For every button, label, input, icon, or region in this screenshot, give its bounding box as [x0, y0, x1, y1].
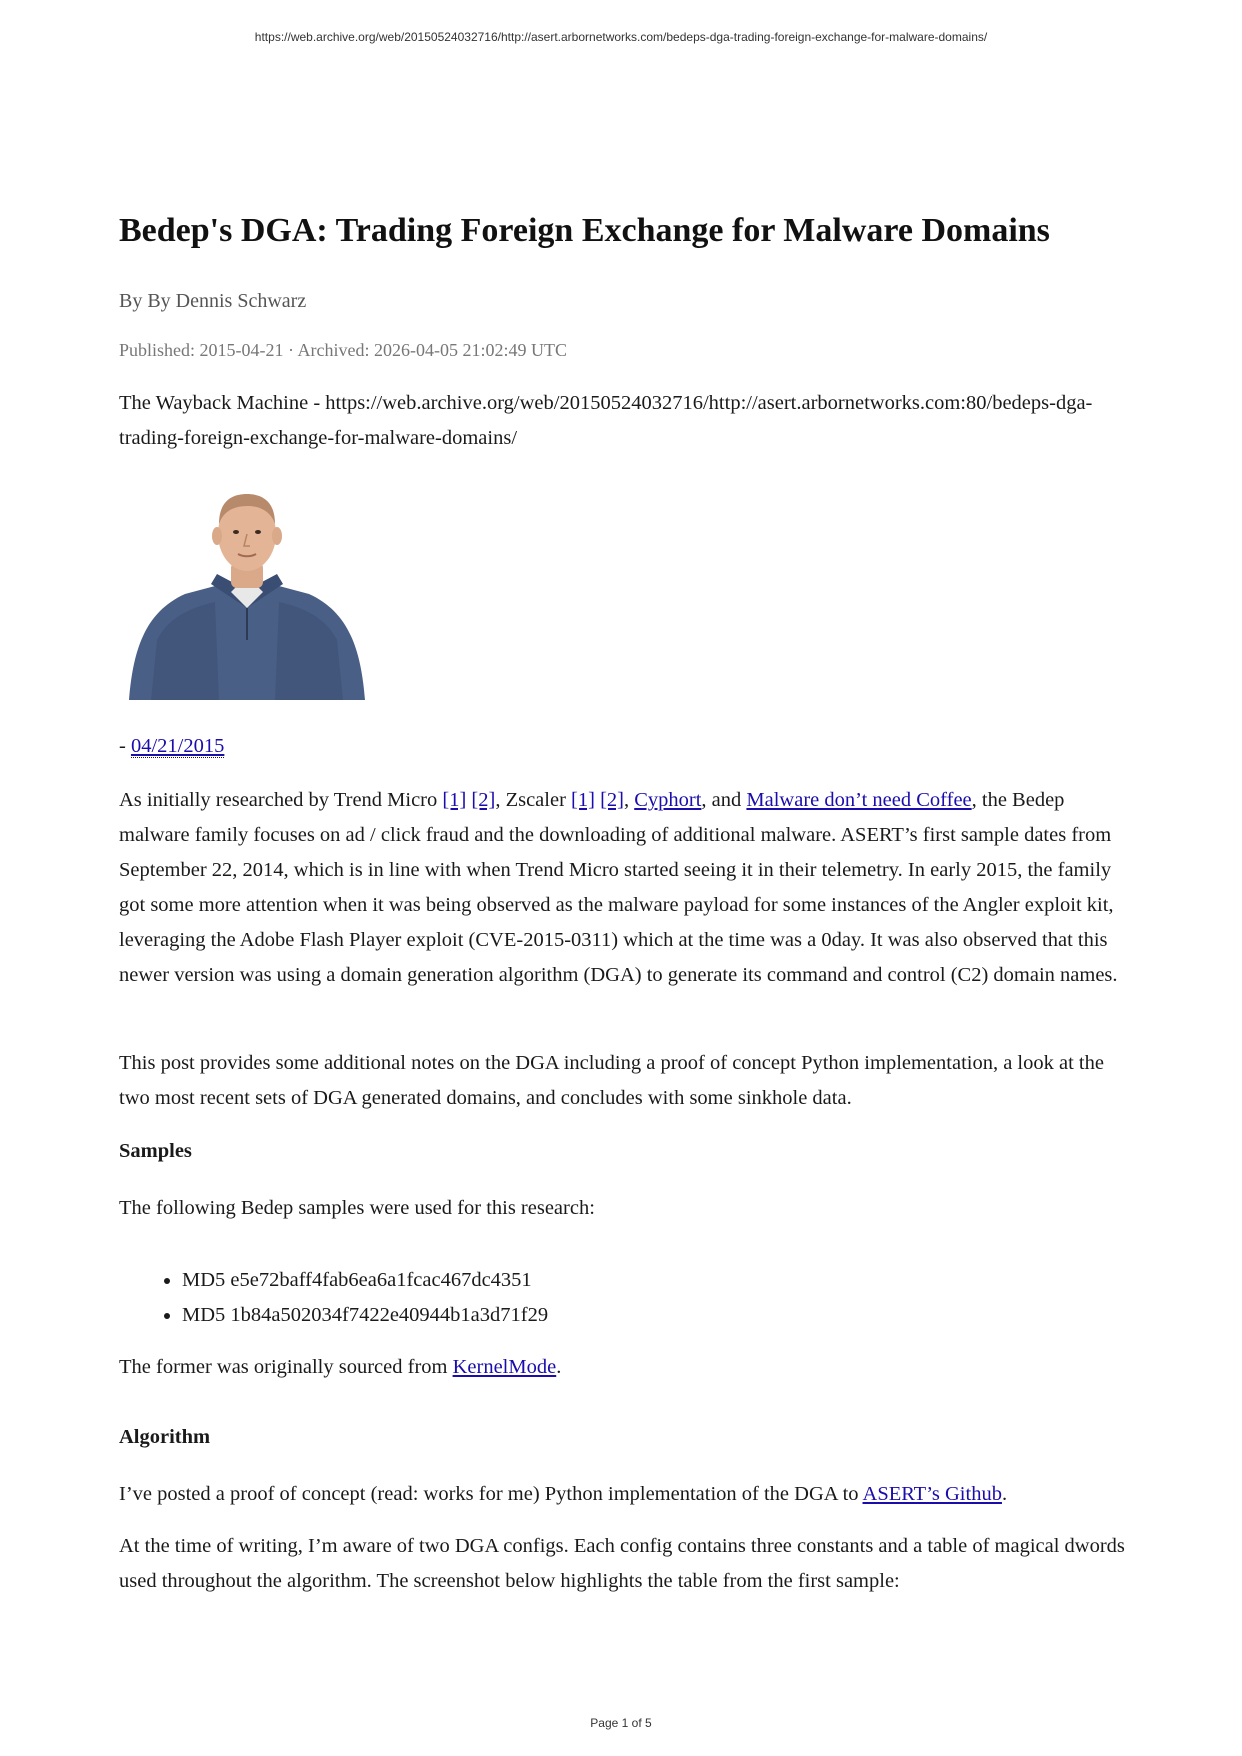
algorithm-paragraph [119, 1477, 1129, 1512]
author-byline: By By Dennis Schwarz [119, 290, 307, 312]
algo-end: . [1001, 1483, 1008, 1505]
dga-config-paragraph: At the time of writing, I’m aware of two DGA configs. Each config contains three constants and a table of magical dwords used throughout the algorithm. The screenshot below highlights the table from the first sample: [119, 1535, 1125, 1592]
date-link[interactable]: 04/21/2015 [130, 735, 225, 757]
zscaler-link-2[interactable]: [2] [600, 789, 624, 811]
sample-item-2: • MD5 1b84a502034f7422e40944b1a3d71f29 [182, 1298, 548, 1333]
intro-text-4: , and [701, 789, 747, 811]
page-number-footer: Page 1 of 5 [590, 1716, 652, 1730]
article-date-line [119, 729, 1129, 764]
asert-github-link[interactable]: ASERT’s Github [862, 1483, 1002, 1505]
malware-coffee-link[interactable]: Malware don’t need Coffee [746, 789, 972, 811]
samples-intro: The following Bedep samples were used for this research: [119, 1197, 595, 1219]
date-prefix: - [119, 735, 131, 757]
intro-paragraph [119, 783, 1129, 993]
author-photo [127, 490, 367, 700]
zscaler-link-1[interactable]: [1] [571, 789, 595, 811]
overview-paragraph: This post provides some additional notes on the DGA including a proof of concept Python implementation, a look at the two most recent sets of DGA generated domains, and concludes with some sinkhole data. [119, 1052, 1104, 1109]
former-end: . [556, 1356, 562, 1378]
samples-heading: Samples [119, 1140, 192, 1162]
algorithm-heading: Algorithm [119, 1426, 211, 1448]
article-title: Bedep's DGA: Trading Foreign Exchange for Malware Domains [119, 212, 1050, 249]
intro-text-1: As initially researched by Trend Micro [119, 789, 443, 811]
former-source-paragraph [119, 1350, 1129, 1385]
wayback-source-line: The Wayback Machine - https://web.archive.org/web/20150524032716/http://asert.arbornetworks.com:80/bedeps-dga-trading-foreign-exchange-for-malware-domains/ [119, 392, 1093, 449]
intro-text-3: , [623, 789, 635, 811]
algo-text: I’ve posted a proof of concept (read: works for me) Python implementation of the DGA to [119, 1483, 863, 1505]
trend-micro-link-1[interactable]: [1] [442, 789, 467, 811]
publish-meta: Published: 2015-04-21 · Archived: 2026-04-05 21:02:49 UTC [119, 340, 567, 360]
trend-micro-link-2[interactable]: [2] [471, 789, 496, 811]
sample-item-1: • MD5 e5e72baff4fab6ea6a1fcac467dc4351 [182, 1263, 548, 1298]
intro-text-2: , Zscaler [495, 789, 572, 811]
archive-url-header: https://web.archive.org/web/20150524032716/http://asert.arbornetworks.com/bedeps-dga-trading-foreign-exchange-for-malware-domains/ [254, 30, 988, 44]
intro-text-5: , the Bedep malware family focuses on ad / click fraud and the downloading of additional malware. ASERT’s first sample dates from September 22, 2014, which is in line with when Trend Micro started seeing it in their telemetry. In early 2015, the family got some more attention when it was being observed as the malware payload for some instances of the Angler exploit kit, leveraging the Adobe Flash Player exploit (CVE-2015-0311) which at the time was a 0day. It was also observed that this newer version was using a domain generation algorithm (DGA) to generate its command and control (C2) domain names. [119, 789, 1118, 986]
cyphort-link[interactable]: Cyphort [634, 789, 702, 811]
samples-list [119, 1263, 548, 1333]
former-text: The former was originally sourced from [119, 1356, 453, 1378]
kernelmode-link[interactable]: KernelMode [452, 1356, 557, 1378]
